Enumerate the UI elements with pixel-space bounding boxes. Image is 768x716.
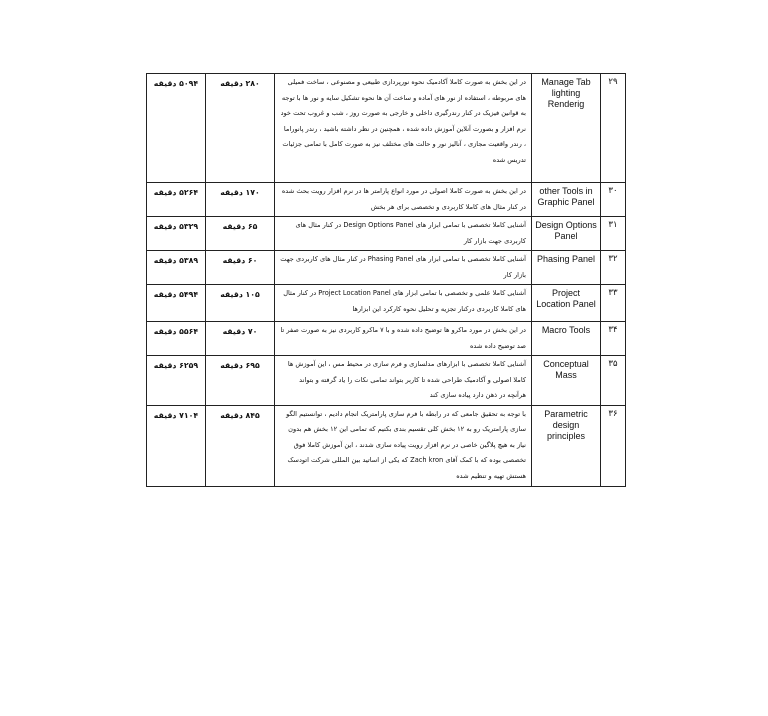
topic-duration: ۱۷۰ دقیقه [206,183,275,217]
topic-description: در این بخش در مورد ماکرو ها توضیح داده شده و با ۷ ماکرو کاربردی نیز به صورت صفر تا صد توضیح داده شده [275,322,532,356]
topic-description: با توجه به تحقیق جامعی که در رابطه با فرم سازی پارامتریک انجام دادیم ، توانستیم الگو سازی پارامتریک رو به ۱۲ بخش کلی تقسیم بندی بکنیم که تمامی این ۱۲ بخش هم بدون نیاز به هیچ پلاگین خاصی در نرم افزار رویت پیاده سازی شدند ، این آموزش کاملا فوق تخصصی بوده که با کمک آقای Zach kron که یکی از اساتید بین المللی شرکت اتودسک هستش تهیه و تنظیم شده [275,405,532,486]
topic-title: Parametric design principles [532,405,601,486]
row-number: ۳۲ [601,251,626,285]
table-row [147,405,626,486]
table-row [147,217,626,251]
topic-description: آشنایی کاملا تخصصی با تمامی ابزار های Phasing Panel در کنار مثال های کاربردی جهت بازار کار [275,251,532,285]
course-table [146,73,626,487]
topic-description: آشنایی کاملا علمی و تخصصی با تمامی ابزار های Project Location Panel در کنار مثال های کاملا کاربردی درکنار تجزیه و تحلیل نحوه کارکرد این ابزارها [275,285,532,322]
cumulative-duration: ۵۳۸۹ دقیقه [147,251,206,285]
topic-duration: ۸۴۵ دقیقه [206,405,275,486]
topic-title: Project Location Panel [532,285,601,322]
topic-title: other Tools in Graphic Panel [532,183,601,217]
table-row [147,251,626,285]
cumulative-duration: ۵۵۶۴ دقیقه [147,322,206,356]
cumulative-duration: ۵۲۶۴ دقیقه [147,183,206,217]
table-row [147,285,626,322]
topic-title: Phasing Panel [532,251,601,285]
table-row [147,74,626,183]
table-row [147,322,626,356]
row-number: ۳۳ [601,285,626,322]
topic-title: Design Options Panel [532,217,601,251]
topic-title: Macro Tools [532,322,601,356]
table-row [147,183,626,217]
cumulative-duration: ۵۰۹۴ دقیقه [147,74,206,183]
topic-title: Conceptual Mass [532,356,601,406]
topic-description: آشنایی کاملا تخصصی با ابزارهای مدلسازی و فرم سازی در محیط مس ، این آموزش ها کاملا اصولی و آکادمیک طراحی شده تا کاربر بتواند تمامی نکات را یاد گرفته و بتواند هرآنچه در ذهن دارد پیاده سازی کند [275,356,532,406]
topic-duration: ۷۰ دقیقه [206,322,275,356]
topic-description: در این بخش به صورت کاملا آکادمیک نحوه نورپردازی طبیعی و مصنوعی ، ساخت فمیلی های مربوطه ، استفاده از نور های آماده و ساخت آن ها نحوه تشکیل سایه و نور ها با توجه به قوانین فیزیک در کنار رندرگیری داخلی و خارجی به صورت روز ، شب و غروب تحت خود نرم افزار و بصورت آنلاین آموزش داده شده ، همچنین در نظر داشته باشید ، رندر پانوراما ، رندر واقعیت مجازی ، آنالیز نور و حالت های مختلف نیز به صورت کامل با تمامی جزئیات تدریس شده [275,74,532,183]
topic-duration: ۶۵ دقیقه [206,217,275,251]
row-number: ۳۱ [601,217,626,251]
row-number: ۲۹ [601,74,626,183]
topic-title: Manage Tab lighting Renderig [532,74,601,183]
cumulative-duration: ۷۱۰۴ دقیقه [147,405,206,486]
topic-duration: ۶۰ دقیقه [206,251,275,285]
table-row [147,356,626,406]
topic-duration: ۶۹۵ دقیقه [206,356,275,406]
topic-duration: ۲۸۰ دقیقه [206,74,275,183]
cumulative-duration: ۵۳۲۹ دقیقه [147,217,206,251]
cumulative-duration: ۵۴۹۴ دقیقه [147,285,206,322]
topic-description: آشنایی کاملا تخصصی با تمامی ابزار های Design Options Panel در کنار مثال های کاربردی جهت بازار کار [275,217,532,251]
cumulative-duration: ۶۲۵۹ دقیقه [147,356,206,406]
topic-description: در این بخش به صورت کاملا اصولی در مورد انواع پارامتر ها در نرم افزار رویت بحث شده در کنار مثال های کاملا کاربردی و تخصصی برای هر بخش [275,183,532,217]
row-number: ۳۶ [601,405,626,486]
row-number: ۳۰ [601,183,626,217]
row-number: ۳۴ [601,322,626,356]
topic-duration: ۱۰۵ دقیقه [206,285,275,322]
row-number: ۳۵ [601,356,626,406]
